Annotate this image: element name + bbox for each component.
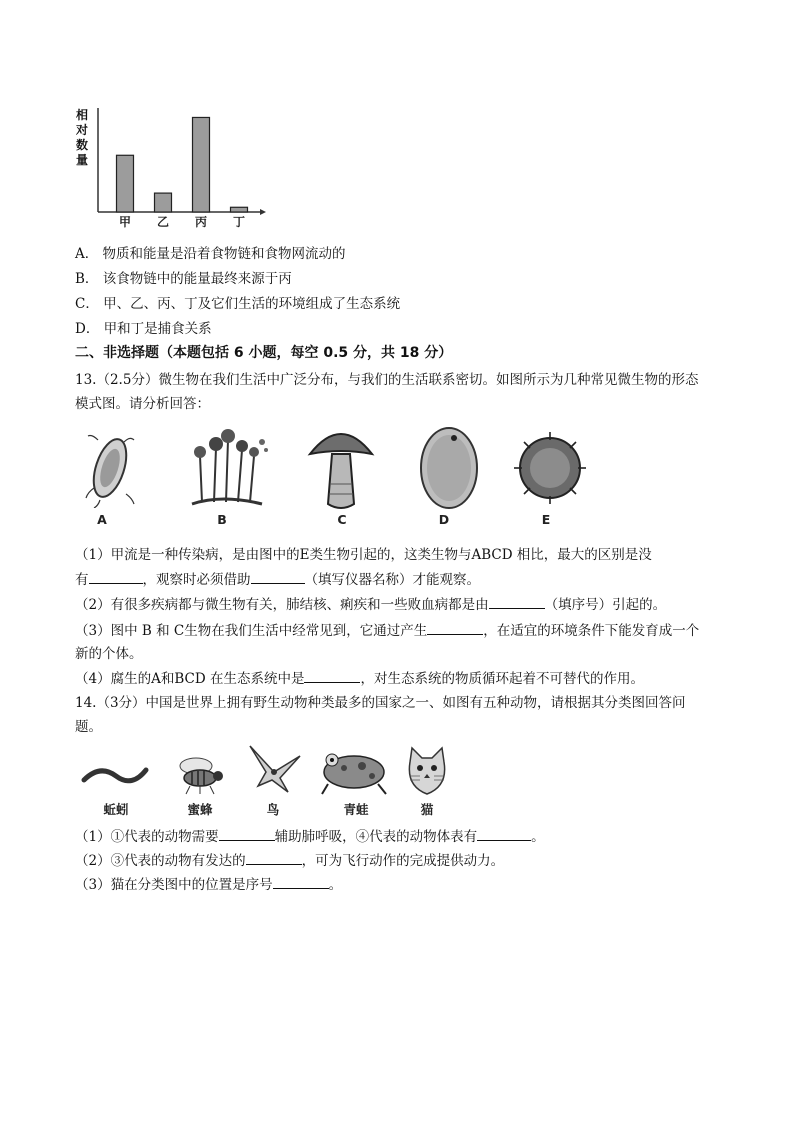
q13-s4: [75, 668, 644, 689]
answer-blank[interactable]: [273, 874, 329, 889]
q13-s2-text2: （填序号）引起的。: [544, 597, 667, 613]
q14-s1: [75, 826, 545, 847]
x-tick-label: 丙: [194, 215, 208, 229]
q13-s4-text1: （4）腐生的A和BCD 在生态系统中是: [75, 671, 305, 687]
microorganism-figure: [70, 420, 590, 530]
q14-intro-line2: 题。: [75, 719, 102, 735]
q14-s3-text1: （3）猫在分类图中的位置是序号: [75, 877, 273, 893]
animals-figure: [72, 740, 462, 822]
animal-label-bird: 鸟: [266, 802, 280, 817]
x-axis-arrow: [260, 209, 266, 215]
q13-intro-line1: 13.（2.5分）微生物在我们生活中广泛分布，与我们的生活联系密切。如图所示为几种常见微生物的形态: [75, 372, 699, 388]
answer-blank[interactable]: [489, 594, 545, 609]
answer-blank[interactable]: [246, 850, 302, 865]
option-d: D． 甲和丁是捕食关系: [75, 321, 212, 337]
q13-s1-text1: 有: [75, 572, 89, 588]
q13-s3-text2: ，在适宜的环境条件下能发育成一个: [483, 623, 700, 639]
bar-chart: [72, 100, 272, 230]
bird-image: [244, 742, 304, 796]
answer-blank[interactable]: [251, 569, 305, 584]
answer-blank[interactable]: [427, 620, 483, 635]
yeast-image: [414, 424, 484, 512]
mold-image: [182, 426, 272, 510]
section-title: 二、非选择题（本题包括 6 小题，每空 0.5 分，共 18 分）: [75, 345, 453, 361]
animal-label-earthworm: 蚯蚓: [103, 802, 129, 817]
q14-s2-text2: ，可为飞行动作的完成提供动力。: [301, 853, 505, 869]
q13-s1-text3: （填写仪器名称）才能观察。: [304, 572, 480, 588]
q14-s1-text2: 辅助肺呼吸，④代表的动物体表有: [274, 829, 478, 845]
option-b: B． 该食物链中的能量最终来源于丙: [75, 271, 292, 287]
mushroom-image: [306, 424, 376, 512]
answer-blank[interactable]: [477, 826, 531, 841]
earthworm-image: [80, 754, 150, 794]
cat-image: [402, 746, 452, 798]
option-a: A． 物质和能量是沿着食物链和食物网流动的: [75, 246, 346, 262]
chart-ylabel: 相对数量: [76, 108, 89, 167]
q13-s2: [75, 594, 666, 615]
label-d: D: [438, 512, 450, 527]
q14-s3: [75, 874, 342, 895]
animal-label-bee: 蜜蜂: [187, 802, 213, 817]
q13-s2-text1: （2）有很多疾病都与微生物有关，肺结核、痢疾和一些败血病都是由: [75, 597, 489, 613]
q13-s1-line1: （1）甲流是一种传染病，是由图中的E类生物引起的，这类生物与ABCD 相比，最大的区别是没: [75, 547, 652, 563]
frog-image: [318, 744, 392, 796]
animal-label-cat: 猫: [420, 802, 434, 817]
q14-intro-line1: 14.（3分）中国是世界上拥有野生动物种类最多的国家之一、如图有五种动物，请根据其分类图回答问: [75, 695, 686, 711]
bar: [231, 207, 248, 212]
x-tick-label: 甲: [118, 215, 132, 229]
q13-s3-text1: （3）图中 B 和 C生物在我们生活中经常见到，它通过产生: [75, 623, 428, 639]
x-tick-label: 乙: [156, 215, 170, 229]
q14-s1-text3: 。: [531, 829, 545, 845]
q13-s1-line2: [75, 569, 480, 590]
bacterium-image: [80, 428, 140, 508]
answer-blank[interactable]: [304, 668, 360, 683]
answer-blank[interactable]: [219, 826, 275, 841]
q14-s2-text1: （2）③代表的动物有发达的: [75, 853, 246, 869]
bar: [193, 117, 210, 212]
bar: [117, 155, 134, 212]
label-e: E: [541, 512, 551, 527]
q14-s2: [75, 850, 504, 871]
q13-s4-text2: ，对生态系统的物质循环起着不可替代的作用。: [360, 671, 644, 687]
label-c: C: [337, 512, 347, 527]
virus-image: [510, 428, 590, 508]
label-b: B: [217, 512, 227, 527]
q13-s1-text2: ，观察时必须借助: [142, 572, 251, 588]
q14-s1-text1: （1）①代表的动物需要: [75, 829, 219, 845]
chart-plot: [72, 100, 272, 230]
bar: [155, 193, 172, 212]
animal-label-frog: 青蛙: [343, 802, 369, 817]
x-tick-label: 丁: [232, 215, 246, 229]
option-c: C． 甲、乙、丙、丁及它们生活的环境组成了生态系统: [75, 296, 401, 312]
q13-s3-line1: [75, 620, 699, 641]
q13-s3-line2: 新的个体。: [75, 646, 143, 662]
bee-image: [170, 748, 230, 796]
label-a: A: [97, 512, 107, 527]
q14-s3-text2: 。: [328, 877, 343, 893]
answer-blank[interactable]: [89, 569, 143, 584]
q13-intro-line2: 模式图。请分析回答：: [75, 396, 210, 412]
